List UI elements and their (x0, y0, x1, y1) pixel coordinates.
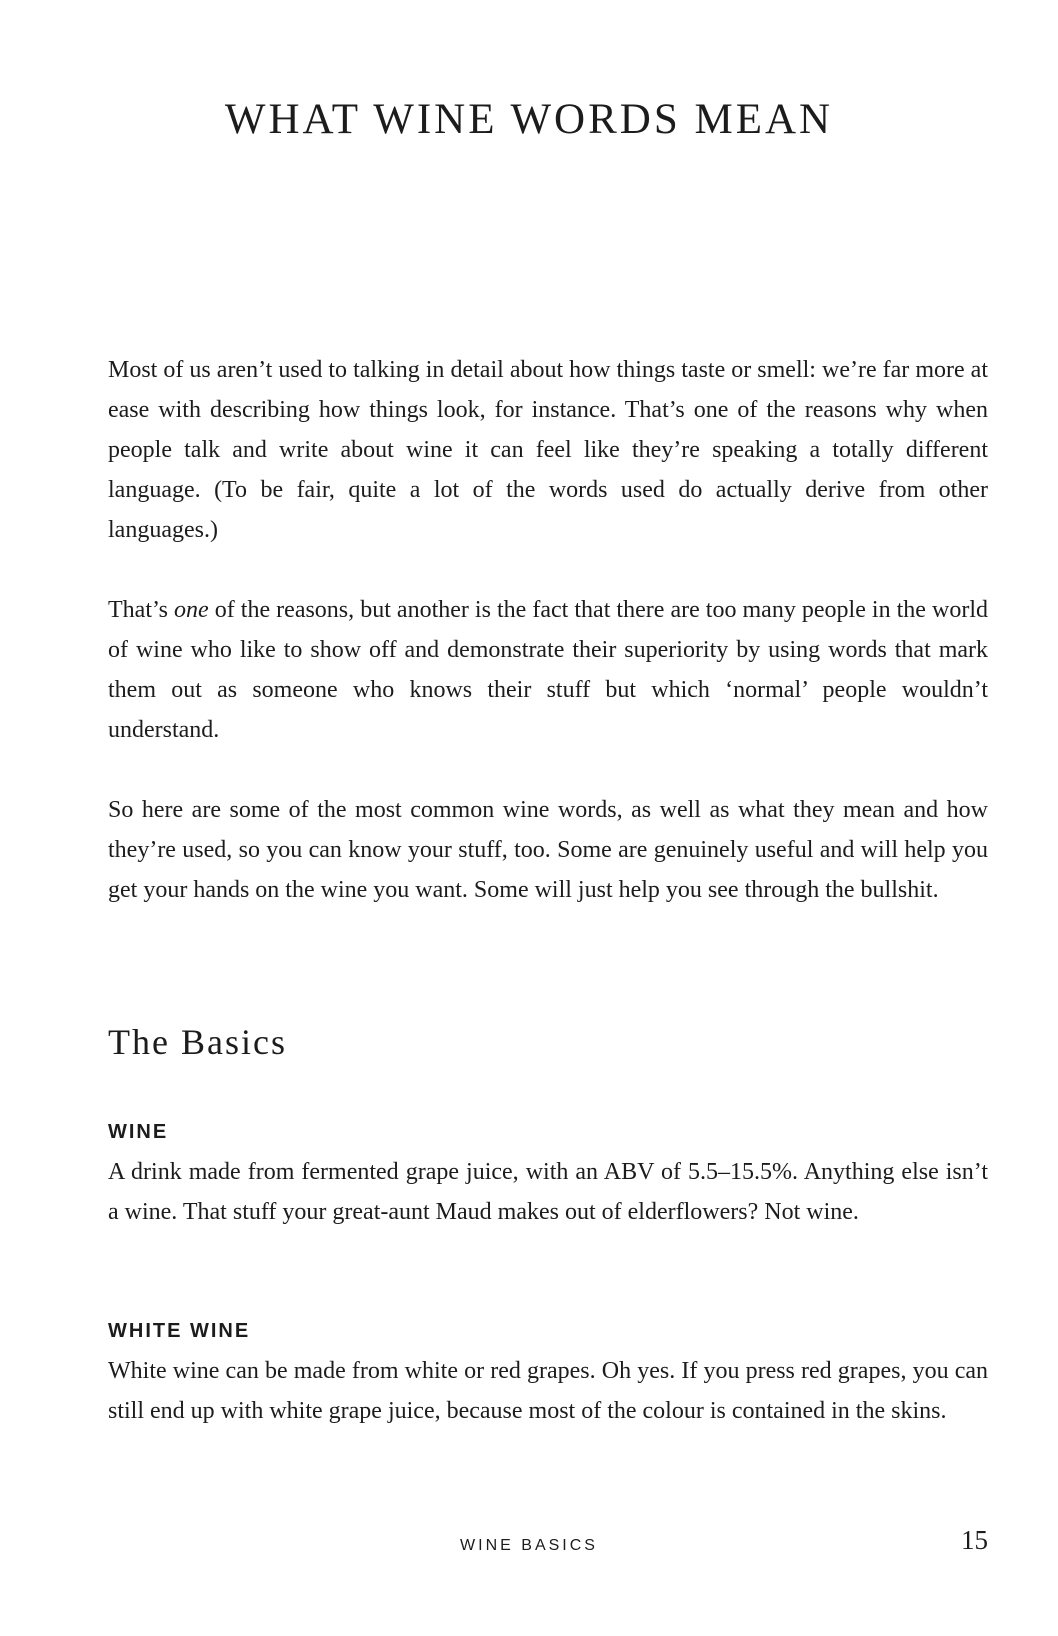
glossary-term-wine: WINE (108, 1121, 169, 1143)
glossary-term-white-wine: WHITE WINE (108, 1320, 251, 1342)
paragraph-text: of the reasons, but another is the fact that there are too many people in the world of wine who like to show off and demonstrate their superiority by using words that mark them out as someone who knows their stuff but which ‘normal’ people wouldn’t understand. (108, 597, 988, 743)
running-footer-section: WINE BASICS (460, 1537, 598, 1554)
page-number: 15 (961, 1525, 988, 1555)
intro-paragraph-3: So here are some of the most common wine words, as well as what they mean and how they’re used, so you can know your stuff, too. Some are genuinely useful and will help you get your hands on the wine you want. Some will just help you see through the bullshit. (108, 797, 988, 903)
glossary-definition-white-wine: White wine can be made from white or red grapes. Oh yes. If you press red grapes, you can still end up with white grape juice, because most of the colour is contained in the skins. (108, 1358, 988, 1424)
glossary-definition-wine: A drink made from fermented grape juice, with an ABV of 5.5–15.5%. Anything else isn’t a wine. That stuff your great-aunt Maud makes out of elderflowers? Not wine. (108, 1159, 988, 1225)
intro-paragraph-2 (108, 590, 988, 750)
section-heading: The Basics (108, 1022, 287, 1062)
emphasized-word: one (174, 597, 209, 623)
intro-paragraph-1: Most of us aren’t used to talking in detail about how things taste or smell: we’re far more at ease with describing how things look, for instance. That’s one of the reasons why when people talk and write about wine it can feel like they’re speaking a totally different language. (To be fair, quite a lot of the words used do actually derive from other languages.) (108, 357, 988, 543)
chapter-title: WHAT WINE WORDS MEAN (224, 96, 834, 143)
paragraph-text: That’s (108, 597, 175, 623)
